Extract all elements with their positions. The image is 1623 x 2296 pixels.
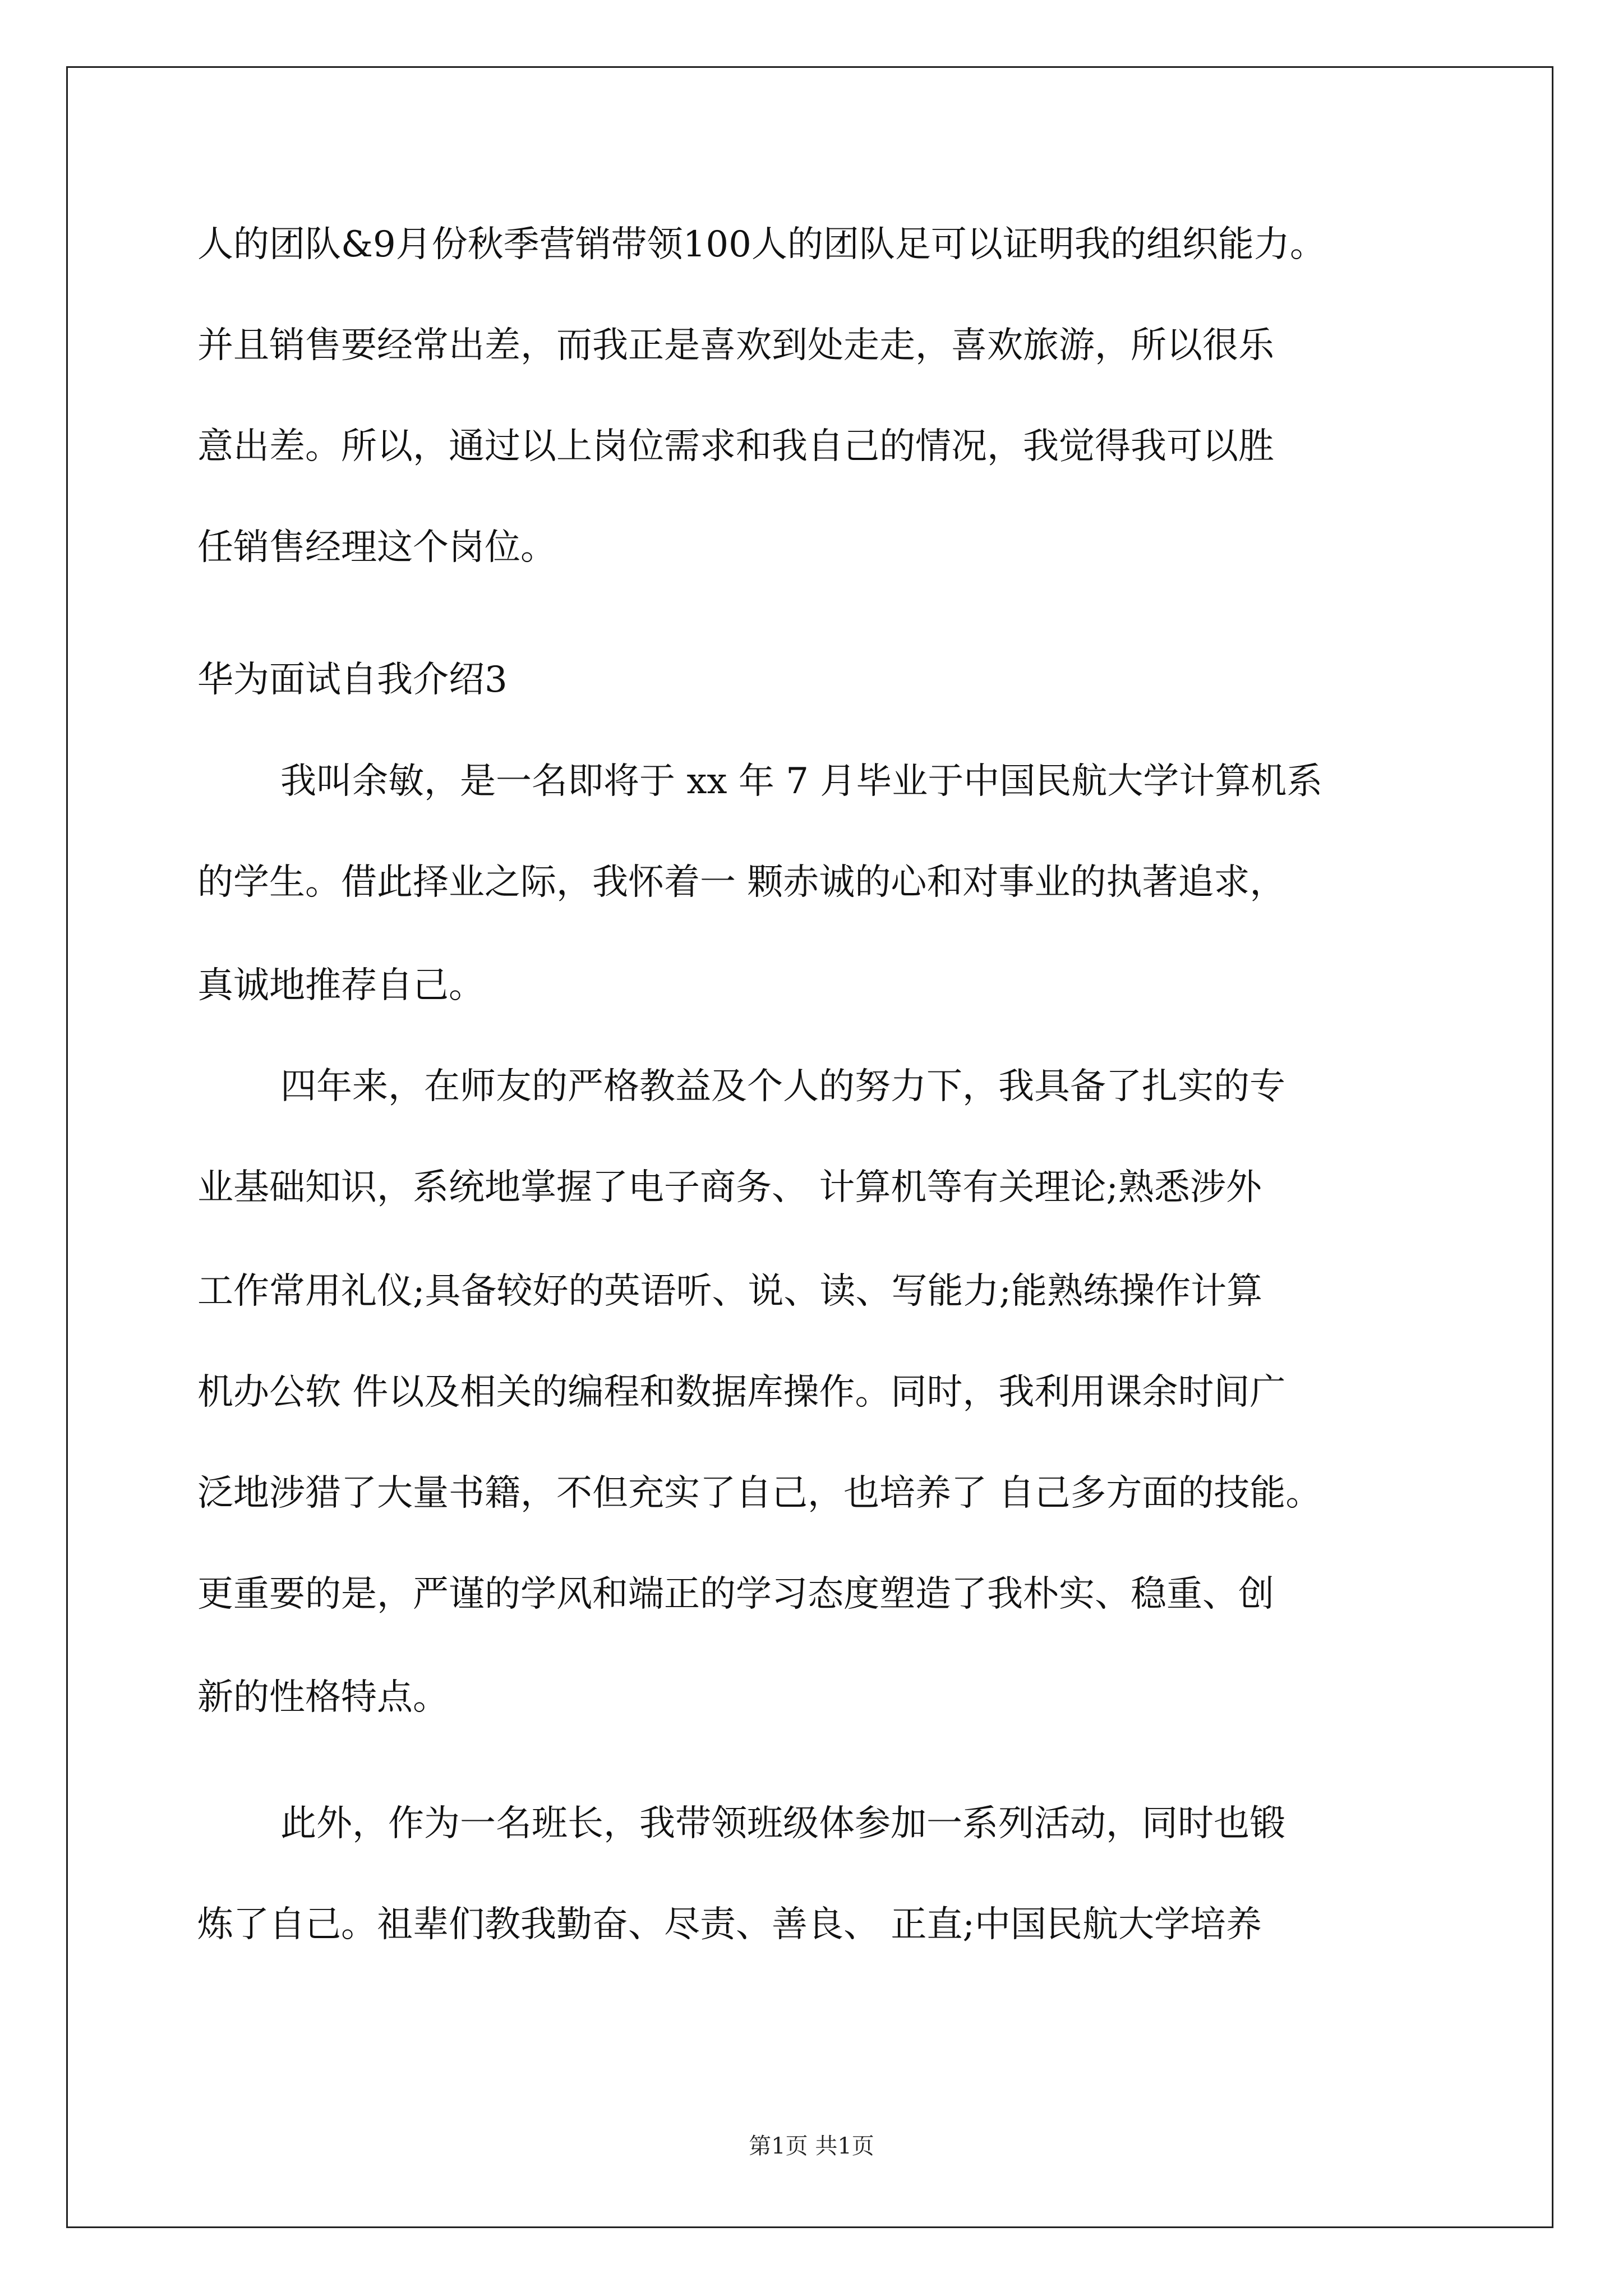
text-line: 机办公软 件以及相关的编程和数据库操作。同时，我利用课余时间广	[197, 1372, 1286, 1413]
text-line: 新的性格特点。	[197, 1677, 449, 1718]
paragraph-first-line: 四年来，在师友的严格教益及个人的努力下，我具备了扎实的专	[280, 1066, 1285, 1107]
text-line: 并且销售要经常出差，而我正是喜欢到处走走，喜欢旅游，所以很乐	[197, 325, 1274, 366]
paragraph-first-line: 我叫余敏，是一名即将于 xx 年 7 月毕业于中国民航大学计算机系	[280, 761, 1323, 802]
text-line: 工作常用礼仪;具备较好的英语听、说、读、写能力;能熟练操作计算	[197, 1271, 1263, 1312]
text-line: 泛地涉猎了大量书籍，不但充实了自己，也培养了 自己多方面的技能。	[197, 1473, 1322, 1514]
text-line: 业基础知识，系统地掌握了电子商务、 计算机等有关理论;熟悉涉外	[197, 1167, 1262, 1208]
text-line: 更重要的是，严谨的学风和端正的学习态度塑造了我朴实、稳重、创	[197, 1573, 1274, 1615]
text-line: 炼了自己。祖辈们教我勤奋、尽责、善良、 正直;中国民航大学培养	[197, 1904, 1262, 1945]
text-line: 真诚地推荐自己。	[197, 965, 485, 1006]
text-line: 任销售经理这个岗位。	[197, 527, 556, 568]
section-heading: 华为面试自我介绍3	[197, 659, 508, 701]
paragraph-first-line: 此外，作为一名班长，我带领班级体参加一系列活动，同时也锻	[280, 1803, 1285, 1844]
text-line: 人的团队&9月份秋季营销带领100人的团队足可以证明我的组织能力。	[197, 224, 1326, 265]
text-line: 意出差。所以，通过以上岗位需求和我自己的情况，我觉得我可以胜	[197, 426, 1274, 467]
text-line: 的学生。借此择业之际，我怀着一 颗赤诚的心和对事业的执著追求，	[197, 862, 1286, 903]
page-footer: 第1页 共1页	[749, 2133, 874, 2159]
